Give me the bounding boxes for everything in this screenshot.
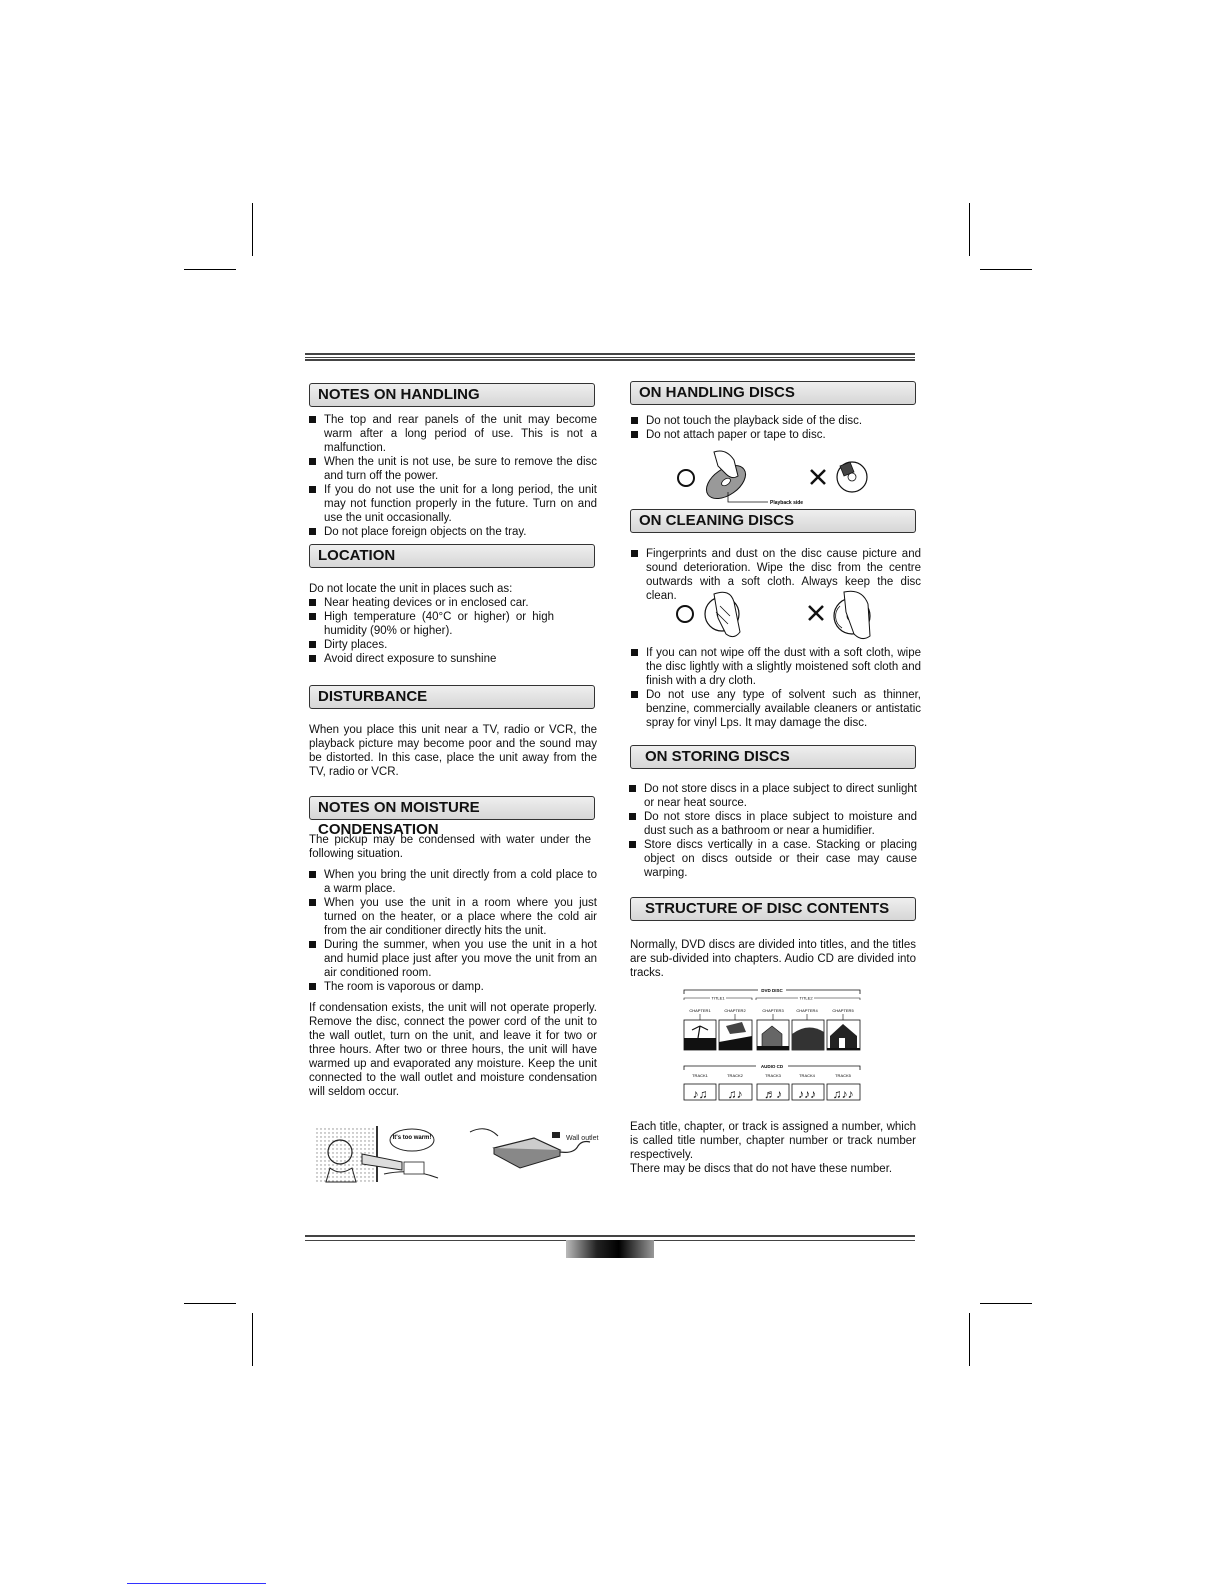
section-header-moisture: NOTES ON MOISTURE CONDENSATION	[309, 796, 595, 820]
track-label: TRACK4	[799, 1073, 815, 1078]
title-label: TITLE2	[799, 995, 813, 1001]
list-item: Do not store discs in a place subject to direct sunlight or near heat source.	[629, 782, 917, 810]
footer-link-underline	[127, 1583, 266, 1584]
list-item: Do not place foreign objects on the tray.	[309, 525, 597, 539]
list-item: Store discs vertically in a case. Stacking or placing object on discs outside or their case may cause warping.	[629, 838, 917, 880]
track-label: TRACK2	[727, 1073, 743, 1078]
disc-cleaning-illustration	[674, 588, 874, 644]
list-item: When you bring the unit directly from a cold place to a warm place.	[309, 868, 597, 896]
section-header-handling: NOTES ON HANDLING	[309, 383, 595, 407]
handling-list	[309, 413, 597, 539]
list-item: High temperature (40°C or higher) or high humidity (90% or higher).	[309, 610, 554, 638]
crop-mark	[184, 269, 236, 270]
chapter-label: CHAPTER3	[762, 1008, 784, 1013]
svg-text:♫♪: ♫♪	[727, 1087, 743, 1101]
moisture-paragraph: If condensation exists, the unit will not operate properly. Remove the disc, connect the power cord of the unit to the wall outlet, turn on the unit, and leave it for two or three hours. After two or three hours, the unit will have warmed up and evaporated any moisture. Keep the unit connected to the wall outlet and moisture condensation will seldom occur.	[309, 1002, 597, 1098]
moisture-body	[309, 833, 597, 1099]
disturbance-text	[309, 723, 597, 779]
warm-room-illustration	[312, 1124, 442, 1186]
list-item: Do not store discs in place subject to moisture and dust such as a bathroom or near a humidifier.	[629, 810, 917, 838]
location-list	[309, 582, 554, 666]
crop-mark	[969, 1313, 970, 1366]
section-header-cleaning: ON CLEANING DISCS	[630, 509, 916, 533]
section-header-handling-discs: ON HANDLING DISCS	[630, 381, 916, 405]
storing-list	[629, 782, 917, 880]
list-item: When the unit is not use, be sure to remove the disc and turn off the power.	[309, 455, 597, 483]
list-item: During the summer, when you use the unit in a hot and humid place just after you move the unit from an air conditioned room.	[309, 938, 597, 980]
chapter-label: CHAPTER2	[724, 1008, 746, 1013]
wall-outlet-label: Wall outlet	[566, 1135, 599, 1142]
svg-text:♬♪: ♬♪	[764, 1087, 782, 1101]
handling-discs-list	[631, 414, 919, 442]
cleaning-list-2	[631, 646, 921, 730]
title-label: TITLE1	[711, 995, 725, 1001]
structure-outro-note: There may be discs that do not have these number.	[630, 1163, 893, 1175]
list-item: Dirty places.	[309, 638, 554, 652]
svg-text:♪♫: ♪♫	[692, 1087, 708, 1101]
crop-mark	[184, 1303, 236, 1304]
playback-side-label: Playback side	[770, 500, 804, 506]
list-item: Fingerprints and dust on the disc cause picture and sound deterioration. Wipe the disc from the centre outwards with a soft cloth. Always keep the disc clean.	[631, 547, 921, 603]
top-rule	[305, 353, 915, 361]
dvd-disc-label: DVD DISC	[761, 988, 783, 993]
list-item: Avoid direct exposure to sunshine	[309, 652, 554, 666]
track-label: TRACK5	[835, 1073, 851, 1078]
structure-outro	[630, 1120, 916, 1176]
chapter-label: CHAPTER1	[689, 1008, 711, 1013]
ok-circle-icon	[677, 606, 693, 622]
crop-mark	[980, 269, 1032, 270]
audio-cd-label: AUDIO CD	[760, 1064, 784, 1069]
section-header-disturbance: DISTURBANCE	[309, 685, 595, 709]
crop-mark	[969, 203, 970, 256]
list-item: Do not touch the playback side of the disc.	[631, 414, 919, 428]
location-intro: Do not locate the unit in places such as:	[309, 583, 513, 595]
list-item: Near heating devices or in enclosed car.	[309, 596, 554, 610]
track-label: TRACK3	[765, 1073, 781, 1078]
ok-circle-icon	[678, 470, 694, 486]
svg-text:♫♪♪: ♫♪♪	[832, 1087, 854, 1101]
section-header-location: LOCATION	[309, 544, 595, 568]
disturbance-paragraph: When you place this unit near a TV, radio or VCR, the playback picture may become poor and the sound may be distorted. In this case, place the unit away from the TV, radio or VCR.	[309, 724, 597, 778]
list-item: If you do not use the unit for a long period, the unit may not function properly in the future. Turn on and use the unit occasionally.	[309, 483, 597, 525]
not-ok-cross-icon	[811, 470, 825, 484]
svg-text:♪♪♪: ♪♪♪	[798, 1087, 816, 1101]
structure-intro	[630, 938, 916, 980]
structure-intro-text: Normally, DVD discs are divided into titles, and the titles are sub-divided into chapters. Audio CD are divided into tracks.	[630, 939, 916, 979]
disc-handling-illustration	[676, 446, 871, 506]
section-header-storing: ON STORING DISCS	[630, 745, 916, 769]
chapter-label: CHAPTER4	[796, 1008, 818, 1013]
list-item: The room is vaporous or damp.	[309, 980, 597, 994]
chapter-label: CHAPTER5	[832, 1008, 854, 1013]
track-label: TRACK1	[692, 1073, 708, 1078]
crop-mark	[252, 203, 253, 256]
crop-mark	[252, 1313, 253, 1366]
list-item: If you can not wipe off the dust with a soft cloth, wipe the disc lightly with a slightly moistened soft cloth and finish with a dry cloth.	[631, 646, 921, 688]
section-header-structure: STRUCTURE OF DISC CONTENTS	[630, 897, 916, 921]
wall-outlet-illustration	[464, 1124, 600, 1176]
list-item: When you use the unit in a room where you just turned on the heater, or a place where the cold air from the air conditioner directly hits the unit.	[309, 896, 597, 938]
list-item: Do not use any type of solvent such as thinner, benzine, commercially available cleaners or antistatic spray for vinyl Lps. It may damage the disc.	[631, 688, 921, 730]
not-ok-cross-icon	[809, 606, 823, 620]
speech-bubble-text: It's too warm!	[392, 1135, 432, 1141]
crop-mark	[980, 1303, 1032, 1304]
disc-structure-diagram	[680, 986, 864, 1104]
page-number-tab	[566, 1240, 654, 1258]
list-item: Do not attach paper or tape to disc.	[631, 428, 919, 442]
structure-outro-text: Each title, chapter, or track is assigned a number, which is called title number, chapter number or track number respectively.	[630, 1121, 916, 1161]
moisture-intro: The pickup may be condensed with water under the following situation.	[309, 834, 591, 860]
list-item: The top and rear panels of the unit may become warm after a long period of use. This is not a malfunction.	[309, 413, 597, 455]
